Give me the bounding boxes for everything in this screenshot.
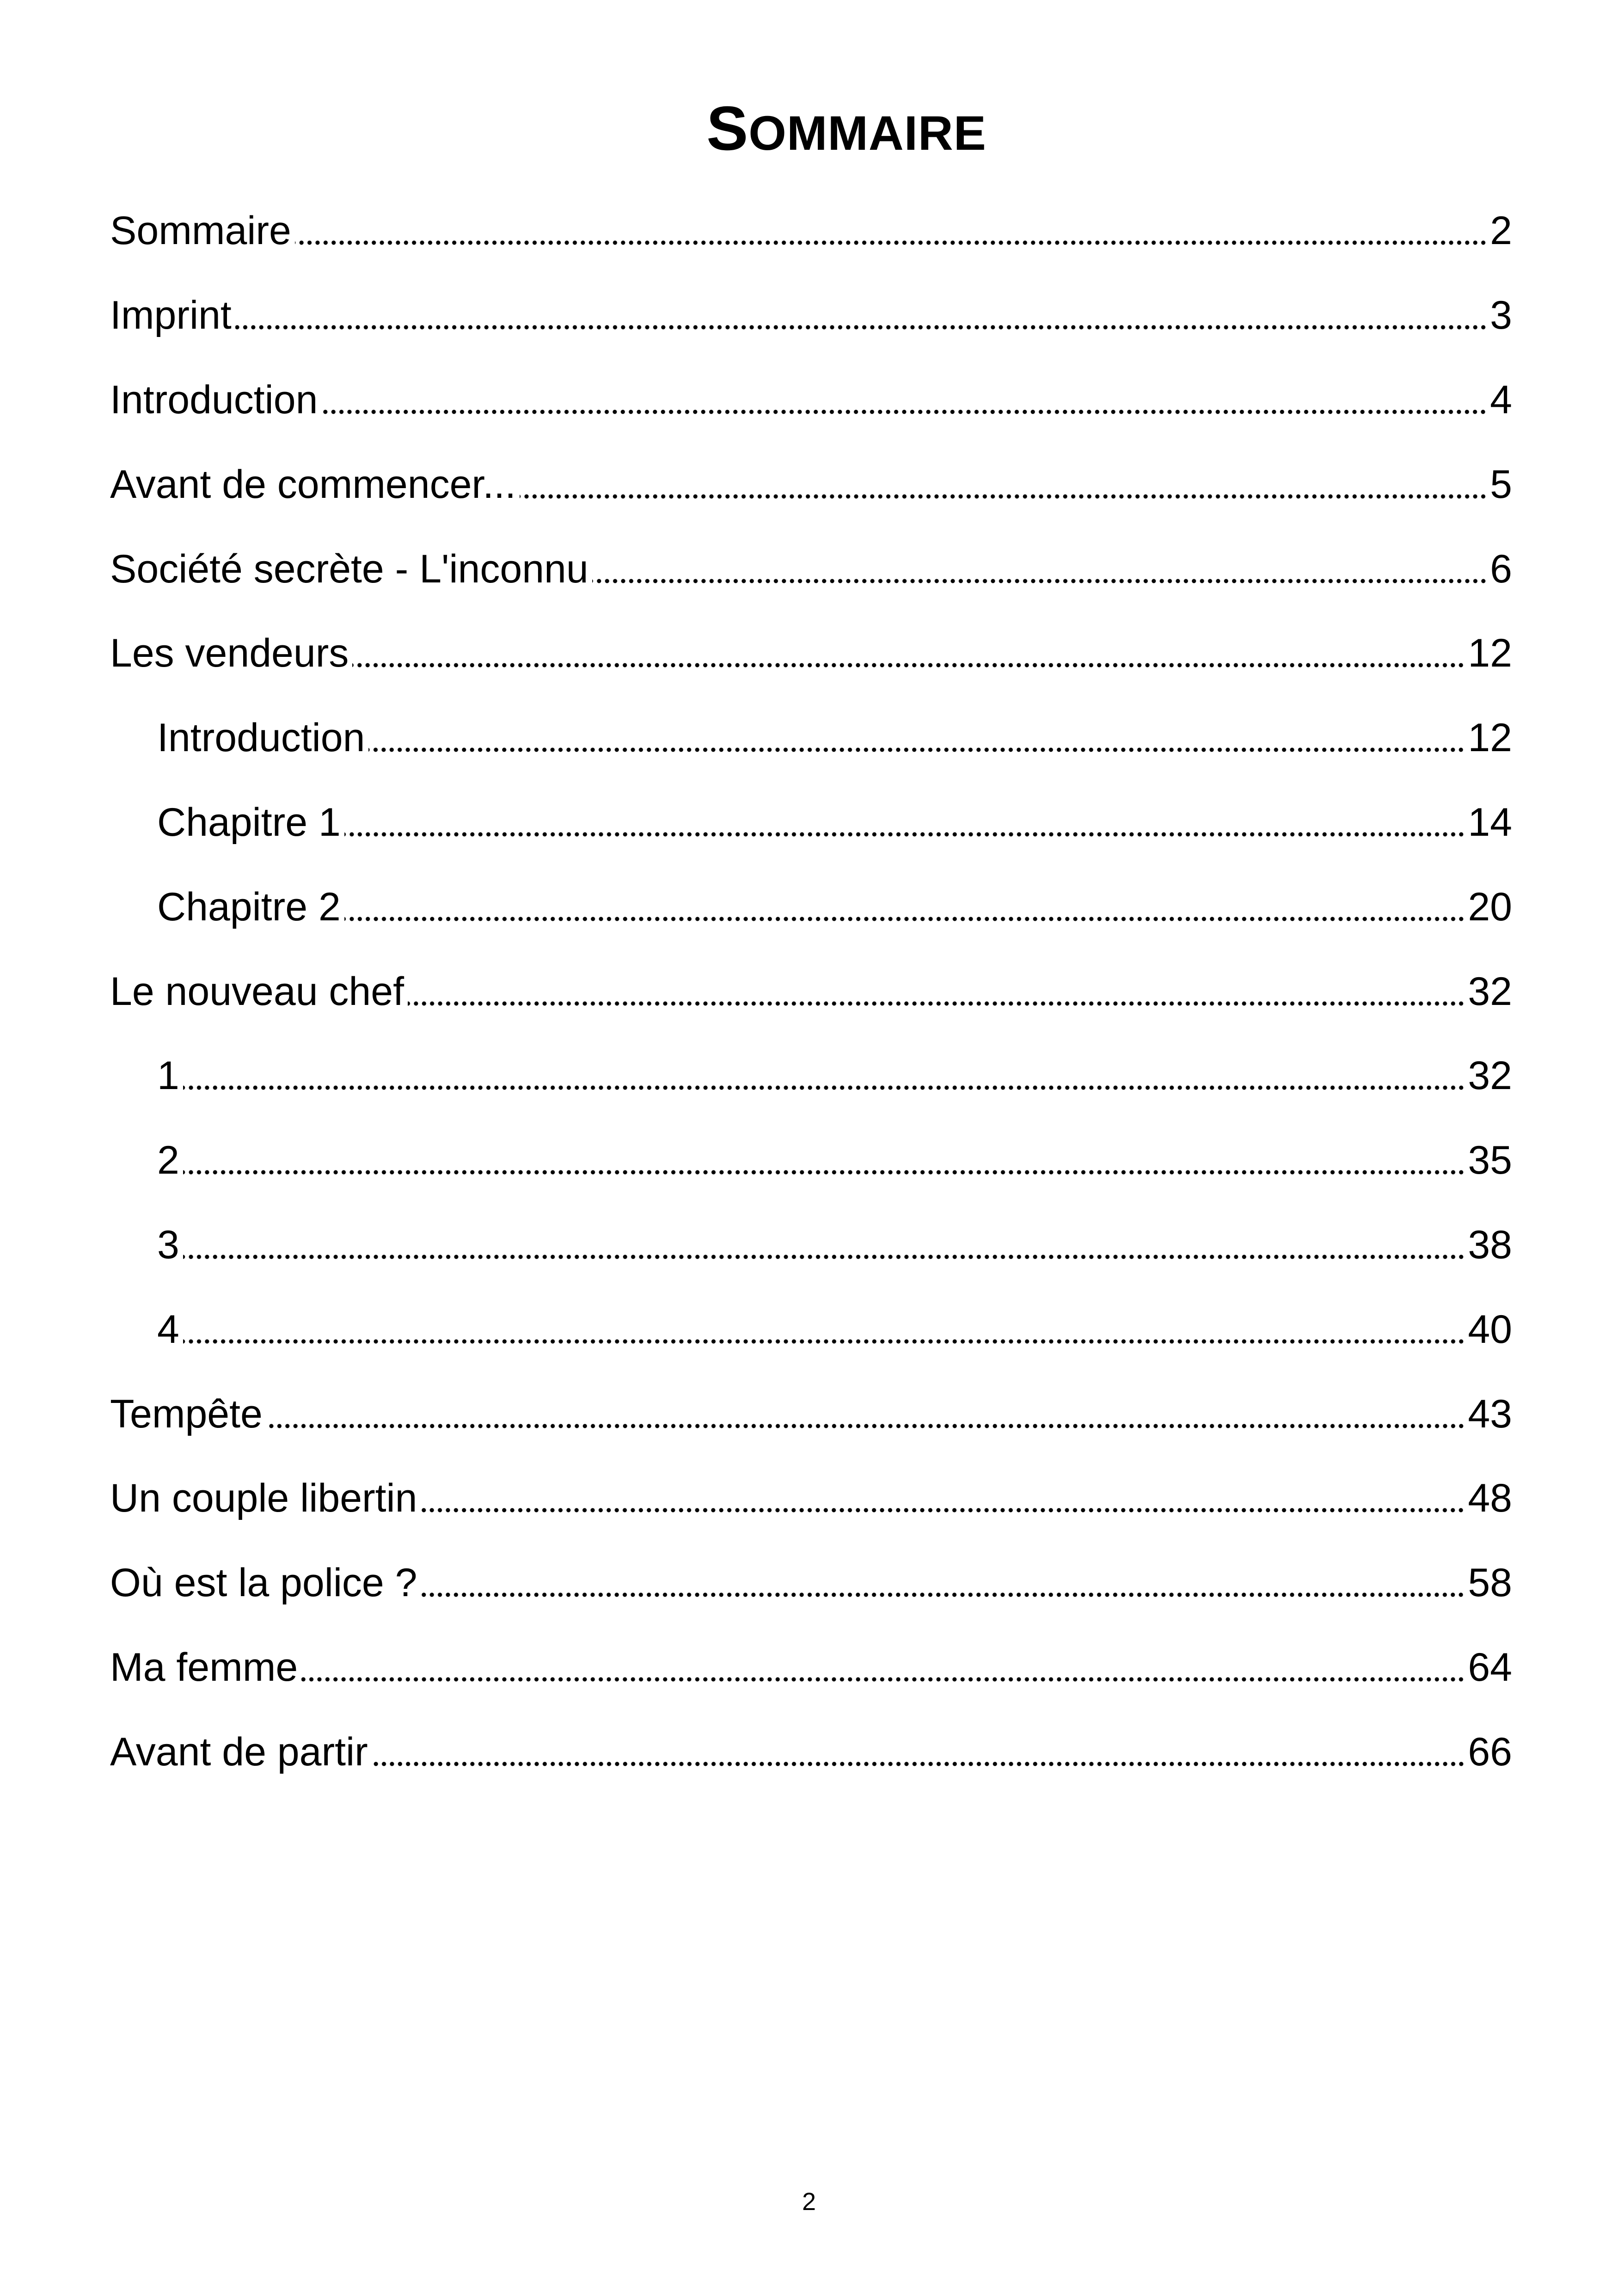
toc-entry-page-number: 14 xyxy=(1468,800,1512,845)
toc-leader-dots xyxy=(183,1056,1465,1096)
toc-leader-dots xyxy=(183,1225,1465,1265)
toc-entry-page-number: 38 xyxy=(1468,1222,1512,1267)
toc-entry-page-number: 32 xyxy=(1468,969,1512,1014)
toc-entry-page-number: 12 xyxy=(1468,631,1512,676)
toc-leader-dots xyxy=(368,718,1465,758)
toc-leader-dots xyxy=(421,1563,1465,1603)
toc-entry-title: Sommaire xyxy=(110,208,291,253)
toc-entry-page-number: 4 xyxy=(1490,377,1512,422)
toc-entry-title: Avant de commencer... xyxy=(110,462,516,507)
toc-entry-page-number: 64 xyxy=(1468,1645,1512,1690)
toc-leader-dots xyxy=(408,972,1465,1011)
toc-entry xyxy=(110,1541,1512,1625)
toc-entry-title: Le nouveau chef xyxy=(110,969,404,1014)
toc-subentry xyxy=(110,1287,1512,1371)
toc-entry-page-number: 35 xyxy=(1468,1138,1512,1183)
toc-entry xyxy=(110,1371,1512,1456)
toc-entry-title: Un couple libertin xyxy=(110,1476,417,1521)
toc-leader-dots xyxy=(301,1647,1465,1687)
toc-entry-title: 1 xyxy=(157,1053,179,1098)
toc-entry-title: Chapitre 1 xyxy=(157,800,341,845)
toc-entry xyxy=(110,358,1512,442)
toc-entry-title: Imprint xyxy=(110,293,232,338)
toc-subentry xyxy=(110,1203,1512,1287)
toc-entry-page-number: 40 xyxy=(1468,1307,1512,1352)
toc-entry-title: Tempête xyxy=(110,1391,263,1436)
toc-leader-dots xyxy=(344,887,1465,927)
toc-entry-page-number: 20 xyxy=(1468,884,1512,929)
toc-entry-title: Les vendeurs xyxy=(110,631,349,676)
toc-leader-dots xyxy=(295,211,1487,251)
toc-subentry xyxy=(110,780,1512,865)
toc-entry-page-number: 43 xyxy=(1468,1391,1512,1436)
toc-entry-page-number: 66 xyxy=(1468,1729,1512,1774)
toc-entry-title: 4 xyxy=(157,1307,179,1352)
toc-entry-page-number: 3 xyxy=(1490,293,1512,338)
toc-leader-dots xyxy=(592,549,1487,589)
page-title: SOMMAIRE xyxy=(706,93,987,163)
table-of-contents xyxy=(110,189,1512,1794)
toc-entry-page-number: 5 xyxy=(1490,462,1512,507)
toc-entry xyxy=(110,442,1512,527)
toc-entry-title: Société secrète - L'inconnu xyxy=(110,546,588,591)
toc-entry-page-number: 32 xyxy=(1468,1053,1512,1098)
toc-entry-page-number: 6 xyxy=(1490,546,1512,591)
toc-leader-dots xyxy=(372,1732,1465,1772)
toc-leader-dots xyxy=(235,295,1487,335)
toc-entry-title: Où est la police ? xyxy=(110,1561,417,1605)
toc-entry-page-number: 58 xyxy=(1468,1561,1512,1605)
toc-leader-dots xyxy=(183,1140,1465,1180)
toc-leader-dots xyxy=(520,465,1487,504)
toc-entry-page-number: 2 xyxy=(1490,208,1512,253)
toc-leader-dots xyxy=(344,802,1465,842)
toc-entry-title: 2 xyxy=(157,1138,179,1183)
toc-entry-title: Introduction xyxy=(110,377,318,422)
toc-entry xyxy=(110,611,1512,696)
toc-entry-title: Chapitre 2 xyxy=(157,884,341,929)
toc-entry-title: Avant de partir xyxy=(110,1729,368,1774)
toc-entry xyxy=(110,273,1512,358)
toc-entry xyxy=(110,189,1512,273)
toc-leader-dots xyxy=(352,633,1465,673)
toc-entry xyxy=(110,949,1512,1034)
toc-entry xyxy=(110,1456,1512,1541)
toc-entry xyxy=(110,1709,1512,1794)
toc-subentry xyxy=(110,1118,1512,1203)
toc-leader-dots xyxy=(266,1394,1465,1434)
footer-page-number: 2 xyxy=(802,2188,816,2216)
toc-entry xyxy=(110,527,1512,611)
toc-entry-title: Introduction xyxy=(157,716,365,760)
toc-subentry xyxy=(110,1034,1512,1118)
toc-subentry xyxy=(110,864,1512,949)
toc-entry-title: 3 xyxy=(157,1222,179,1267)
toc-entry-title: Ma femme xyxy=(110,1645,298,1690)
toc-leader-dots xyxy=(421,1478,1465,1518)
toc-entry xyxy=(110,1625,1512,1710)
toc-leader-dots xyxy=(183,1310,1465,1349)
toc-entry-page-number: 48 xyxy=(1468,1476,1512,1521)
toc-leader-dots xyxy=(321,380,1487,420)
toc-entry-page-number: 12 xyxy=(1468,716,1512,760)
toc-subentry xyxy=(110,696,1512,780)
